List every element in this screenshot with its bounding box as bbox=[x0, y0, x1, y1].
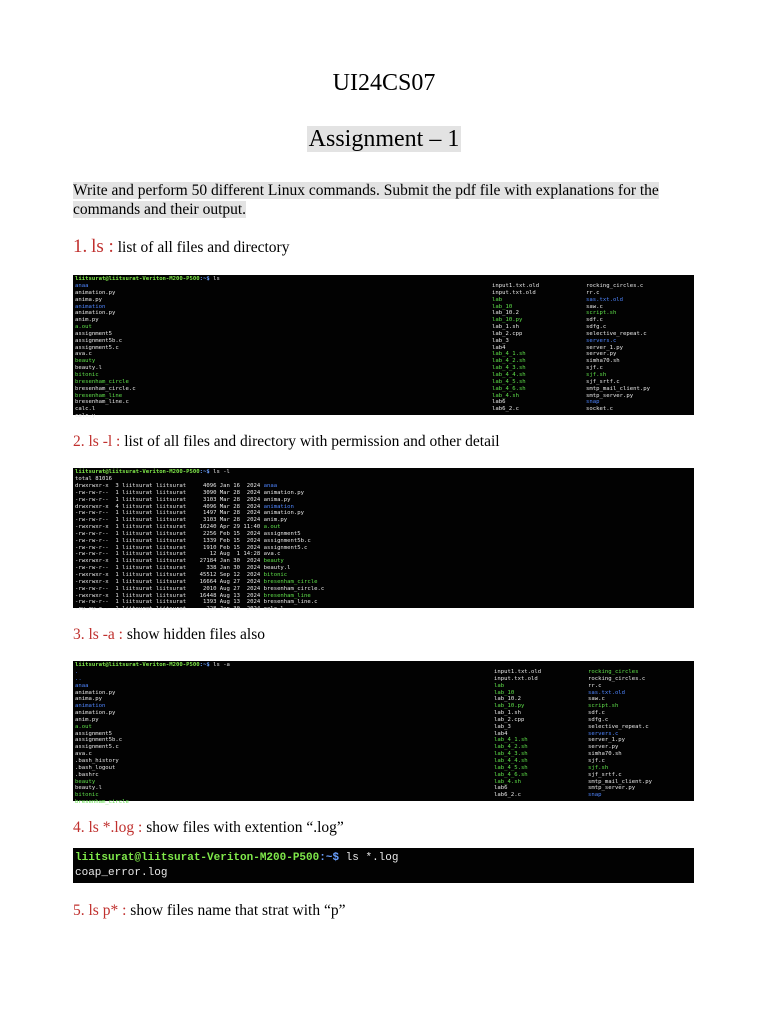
file-entry: sdfg.c bbox=[588, 716, 609, 723]
file-entry: input1.txt.old bbox=[494, 669, 542, 675]
file-entry: lab_10.2 bbox=[492, 310, 519, 317]
file-entry: assignment5.c bbox=[75, 344, 119, 351]
listing-filename: bresenham_line.c bbox=[263, 599, 318, 606]
section-description: list of all files and directory bbox=[113, 239, 290, 256]
file-entry: lab_10.py bbox=[494, 703, 525, 710]
file-entry: lab_4_1.sh bbox=[494, 737, 528, 744]
listing-row bbox=[75, 497, 324, 504]
file-entry: sdf.c bbox=[586, 317, 603, 324]
prompt-command: ls *.log bbox=[339, 852, 399, 864]
file-entry: input1.txt.old bbox=[492, 283, 540, 289]
file-entry: sdfg.c bbox=[586, 324, 607, 331]
terminal-screenshot-ls-l bbox=[73, 468, 694, 613]
file-entry: lab_4_2.sh bbox=[494, 744, 528, 751]
file-entry: bresenham_line.c bbox=[75, 399, 129, 406]
file-column-2 bbox=[492, 283, 539, 413]
section-number: 4. bbox=[73, 819, 85, 836]
file-entry: lab_4.sh bbox=[494, 778, 521, 785]
terminal-screenshot-ls-a bbox=[73, 661, 694, 806]
file-entry: sjf.c bbox=[588, 757, 605, 764]
prompt-user: liitsurat@liitsurat-Veriton-M200-P500 bbox=[75, 469, 200, 475]
file-entry: lab_4_5.sh bbox=[494, 764, 528, 771]
file-entry: .. bbox=[75, 675, 82, 682]
listing-filename: assignment5b.c bbox=[263, 537, 311, 544]
file-entry: lab_4_4.sh bbox=[492, 371, 526, 378]
file-entry: bresenham_circle bbox=[75, 378, 129, 385]
file-entry: sas.txt.old bbox=[588, 689, 626, 696]
file-entry: lab4 bbox=[494, 730, 508, 737]
long-listing bbox=[75, 483, 324, 613]
file-entry: smtp_server.py bbox=[588, 785, 636, 792]
listing-row bbox=[75, 517, 324, 524]
file-entry: simha70.sh bbox=[588, 751, 622, 758]
listing-filename: animation.py bbox=[263, 510, 305, 517]
section-command: ls : bbox=[91, 236, 114, 257]
file-entry: selective_repeat.c bbox=[586, 330, 647, 337]
file-entry: anim.py bbox=[75, 317, 99, 324]
file-entry: bitonic bbox=[75, 371, 99, 378]
file-column-1 bbox=[75, 669, 129, 806]
file-entry: lab_2.cpp bbox=[494, 716, 525, 723]
file-entry: selective_repeat.c bbox=[588, 723, 649, 730]
intro-paragraph bbox=[73, 181, 693, 219]
file-entry: input.txt.old bbox=[494, 675, 538, 682]
file-entry: server_1.py bbox=[586, 344, 624, 351]
file-entry: lab_1.sh bbox=[494, 710, 521, 717]
file-entry: assignment5b.c bbox=[75, 737, 123, 744]
prompt-path: :~$ bbox=[199, 662, 210, 668]
file-entry: calc.l bbox=[75, 406, 96, 413]
listing-filename: assignment5 bbox=[263, 530, 301, 537]
file-column-3 bbox=[588, 669, 652, 799]
section-heading-3 bbox=[73, 626, 265, 644]
listing-filename: bresenham_line bbox=[263, 592, 311, 599]
file-entry: sjf.sh bbox=[588, 764, 609, 771]
file-entry: anaa bbox=[75, 283, 89, 289]
section-heading-4 bbox=[73, 819, 344, 837]
file-entry: anim.py bbox=[75, 716, 99, 723]
file-entry: lab_4_6.sh bbox=[494, 771, 528, 778]
listing-row bbox=[75, 490, 324, 497]
file-entry: sjf_srtf.c bbox=[588, 771, 622, 778]
file-entry: beauty bbox=[75, 778, 96, 785]
file-entry: lab bbox=[492, 296, 503, 303]
listing-row bbox=[75, 606, 324, 613]
listing-row bbox=[75, 504, 324, 511]
listing-filename: anim.py bbox=[263, 517, 288, 524]
ls-total-line: total 81016 bbox=[75, 476, 113, 482]
file-entry: lab_10 bbox=[494, 689, 515, 696]
file-entry: bresenham_circle bbox=[75, 799, 129, 806]
file-entry: ava.c bbox=[75, 351, 92, 358]
file-entry: a.out bbox=[75, 324, 92, 331]
file-entry: lab6_2.c bbox=[492, 406, 519, 413]
file-entry: lab_10.py bbox=[492, 317, 523, 324]
file-entry: lab_4_4.sh bbox=[494, 757, 528, 764]
file-entry: beauty bbox=[75, 358, 96, 365]
listing-meta: -rw-rw-r-- 1 liitsurat liitsurat 3103 Mar 28 2024 bbox=[75, 496, 264, 503]
section-number: 5. bbox=[73, 902, 85, 919]
file-entry: . bbox=[75, 669, 79, 675]
terminal-output: coap_error.log bbox=[75, 867, 168, 879]
listing-row bbox=[75, 593, 324, 600]
listing-filename: animation bbox=[263, 503, 294, 510]
section-command: ls -a : bbox=[88, 626, 123, 643]
file-column-3 bbox=[586, 283, 650, 413]
listing-meta: drwxrwxr-x 4 liitsurat liitsurat 4096 Mar 28 2024 bbox=[75, 503, 264, 510]
file-entry: assignment5 bbox=[75, 730, 113, 737]
listing-row bbox=[75, 572, 324, 579]
listing-filename: calc.l bbox=[263, 606, 284, 613]
listing-row bbox=[75, 538, 324, 545]
file-entry: lab_4_1.sh bbox=[492, 351, 526, 358]
file-entry: sjf_srtf.c bbox=[586, 378, 620, 385]
section-command: ls -l : bbox=[88, 433, 121, 450]
file-entry: bitonic bbox=[75, 792, 99, 799]
listing-meta: drwxrwxr-x 3 liitsurat liitsurat 4096 Jan 16 2024 bbox=[75, 483, 264, 489]
listing-meta: -rw-rw-r-- 1 liitsurat liitsurat 2010 Aug 27 2024 bbox=[75, 585, 264, 592]
terminal-screenshot-ls bbox=[73, 275, 694, 420]
prompt-command: ls -l bbox=[209, 469, 230, 475]
file-entry: simha70.sh bbox=[586, 358, 620, 365]
file-entry: calc.y bbox=[75, 413, 96, 420]
terminal-prompt bbox=[75, 662, 230, 669]
file-entry: snap bbox=[586, 399, 600, 406]
file-entry: lab_4_6.sh bbox=[492, 385, 526, 392]
intro-text: Write and perform 50 different Linux commands. Submit the pdf file with explanations for the commands and their output. bbox=[73, 182, 659, 218]
file-entry: lab_10 bbox=[492, 303, 513, 310]
listing-filename: bresenham_circle.c bbox=[263, 585, 325, 592]
file-entry: lab4 bbox=[492, 344, 506, 351]
file-entry: saw.c bbox=[588, 696, 605, 703]
file-entry: .bash_history bbox=[75, 757, 119, 764]
section-heading-5 bbox=[73, 902, 346, 920]
section-command: ls p* : bbox=[88, 902, 127, 919]
file-entry: lab_4.sh bbox=[492, 392, 519, 399]
file-entry: lab_2.cpp bbox=[492, 330, 523, 337]
section-description: show hidden files also bbox=[122, 626, 266, 643]
section-description: show files with extention “.log” bbox=[142, 819, 344, 836]
terminal-prompt bbox=[75, 851, 398, 865]
section-heading-1 bbox=[73, 236, 289, 258]
file-entry: lab6_2.c bbox=[494, 792, 521, 799]
listing-filename: beauty bbox=[263, 558, 284, 565]
file-entry: sdf.c bbox=[588, 710, 605, 717]
listing-meta: -rw-rw-r-- 1 liitsurat liitsurat 1910 Feb 15 2024 bbox=[75, 544, 264, 551]
section-number: 3. bbox=[73, 626, 85, 643]
listing-filename: assignment5.c bbox=[263, 544, 308, 551]
file-entry: beauty.l bbox=[75, 785, 102, 792]
listing-meta: -rw-rw-r-- 1 liitsurat liitsurat 228 Jan 30 2024 bbox=[75, 606, 264, 613]
file-entry: beauty.l bbox=[75, 365, 102, 372]
listing-meta: -rwxrwxr-x 1 liitsurat liitsurat 45512 Sep 12 2024 bbox=[75, 571, 264, 578]
file-entry: animation bbox=[75, 703, 106, 710]
listing-filename: bitonic bbox=[263, 571, 288, 578]
file-entry: rocking_circles.c bbox=[586, 283, 644, 289]
prompt-user: liitsurat@liitsurat-Veriton-M200-P500 bbox=[75, 276, 200, 282]
section-description: list of all files and directory with permission and other detail bbox=[120, 433, 500, 450]
terminal-prompt bbox=[75, 276, 220, 283]
file-entry: animation.py bbox=[75, 310, 116, 317]
file-column-1 bbox=[75, 283, 136, 420]
file-entry: .bashrc bbox=[75, 771, 99, 778]
prompt-user: liitsurat@liitsurat-Veriton-M200-P500 bbox=[75, 662, 200, 668]
file-entry: lab6 bbox=[494, 785, 508, 792]
prompt-path: :~$ bbox=[199, 276, 210, 282]
file-entry: script.sh bbox=[588, 703, 619, 710]
prompt-user: liitsurat@liitsurat-Veriton-M200-P500 bbox=[75, 852, 320, 864]
listing-filename: a.out bbox=[263, 524, 281, 531]
prompt-path: :~$ bbox=[199, 469, 210, 475]
listing-filename: bresenham_circle bbox=[263, 578, 318, 585]
listing-meta: -rwxrwxr-x 1 liitsurat liitsurat 16240 Apr 29 11:40 bbox=[75, 524, 264, 531]
section-command: ls *.log : bbox=[88, 819, 143, 836]
file-entry: smtp_mail_client.py bbox=[588, 778, 652, 785]
terminal-prompt bbox=[75, 469, 230, 476]
file-entry: .bash_logout bbox=[75, 764, 116, 771]
listing-meta: -rw-rw-r-- 1 liitsurat liitsurat 1393 Aug 13 2024 bbox=[75, 599, 264, 606]
file-entry: lab_4_5.sh bbox=[492, 378, 526, 385]
document-title: UI24CS07 bbox=[332, 70, 436, 96]
document-subtitle bbox=[0, 126, 768, 153]
section-number: 2. bbox=[73, 433, 85, 450]
file-entry: lab6 bbox=[492, 399, 506, 406]
listing-filename: anima.py bbox=[263, 496, 291, 503]
file-entry: bresenham_circle.c bbox=[75, 385, 136, 392]
file-entry: saw.c bbox=[586, 303, 603, 310]
listing-row bbox=[75, 483, 324, 490]
file-entry: rocking_circles.c bbox=[588, 675, 646, 682]
listing-filename: ava.c bbox=[263, 551, 281, 558]
listing-row bbox=[75, 599, 324, 606]
listing-meta: -rwxrwxr-x 1 liitsurat liitsurat 16664 Aug 27 2024 bbox=[75, 578, 264, 585]
file-entry: sas.txt.old bbox=[586, 296, 624, 303]
file-entry: script.sh bbox=[586, 310, 617, 317]
listing-meta: -rw-rw-r-- 1 liitsurat liitsurat 3090 Mar 28 2024 bbox=[75, 489, 264, 496]
file-entry: lab_3 bbox=[494, 723, 511, 730]
listing-row bbox=[75, 565, 324, 572]
file-entry: servers.c bbox=[586, 337, 617, 344]
file-entry: animation.py bbox=[75, 689, 116, 696]
listing-row bbox=[75, 586, 324, 593]
section-description: show files name that strat with “p” bbox=[126, 902, 346, 919]
file-entry: lab_3 bbox=[492, 337, 509, 344]
listing-row bbox=[75, 558, 324, 565]
listing-row bbox=[75, 531, 324, 538]
listing-row bbox=[75, 545, 324, 552]
file-entry: lab_4_3.sh bbox=[494, 751, 528, 758]
file-entry: rr.c bbox=[588, 682, 602, 689]
listing-row bbox=[75, 524, 324, 531]
listing-filename: animation.py bbox=[263, 489, 305, 496]
file-entry: servers.c bbox=[588, 730, 619, 737]
listing-meta: -rwxrwxr-x 1 liitsurat liitsurat 27184 Jan 30 2024 bbox=[75, 558, 264, 565]
section-heading-2 bbox=[73, 433, 500, 451]
file-entry: rr.c bbox=[586, 289, 600, 296]
file-entry: lab_4_3.sh bbox=[492, 365, 526, 372]
section-number: 1. bbox=[73, 236, 88, 257]
file-entry: animation bbox=[75, 303, 106, 310]
file-entry: assignment5b.c bbox=[75, 337, 123, 344]
file-entry: animation.py bbox=[75, 710, 116, 717]
file-column-2 bbox=[494, 669, 541, 799]
file-entry: ava.c bbox=[75, 751, 92, 758]
listing-meta: -rw-rw-r-- 1 liitsurat liitsurat 2256 Feb 15 2024 bbox=[75, 530, 264, 537]
file-entry: server.py bbox=[586, 351, 617, 358]
file-entry: assignment5.c bbox=[75, 744, 119, 751]
prompt-command: ls -a bbox=[209, 662, 230, 668]
file-entry: smtp_server.py bbox=[586, 392, 634, 399]
file-entry: lab bbox=[494, 682, 505, 689]
listing-meta: -rw-rw-r-- 1 liitsurat liitsurat 338 Jan 30 2024 bbox=[75, 565, 264, 572]
subtitle-text: Assignment – 1 bbox=[308, 126, 460, 152]
file-entry: lab_10.2 bbox=[494, 696, 521, 703]
file-entry: socket.c bbox=[586, 406, 613, 413]
file-entry: input.txt.old bbox=[492, 289, 536, 296]
listing-row bbox=[75, 579, 324, 586]
prompt-path: :~$ bbox=[319, 852, 340, 864]
listing-row bbox=[75, 551, 324, 558]
file-entry: server.py bbox=[588, 744, 619, 751]
listing-meta: -rw-rw-r-- 1 liitsurat liitsurat 12 Aug 1 14:28 bbox=[75, 551, 264, 558]
file-entry: server_1.py bbox=[588, 737, 626, 744]
listing-meta: -rw-rw-r-- 1 liitsurat liitsurat 3103 Mar 28 2024 bbox=[75, 517, 264, 524]
file-entry: assignment5 bbox=[75, 330, 113, 337]
listing-filename: beauty.l bbox=[263, 565, 291, 572]
file-entry: snap bbox=[588, 792, 602, 799]
file-entry: sjf.c bbox=[586, 365, 603, 372]
file-entry: a.out bbox=[75, 723, 92, 730]
file-entry: sjf.sh bbox=[586, 371, 607, 378]
prompt-command: ls bbox=[209, 276, 220, 282]
file-entry: anima.py bbox=[75, 696, 102, 703]
listing-filename: anaa bbox=[263, 483, 278, 489]
listing-meta: -rw-rw-r-- 1 liitsurat liitsurat 1339 Feb 15 2024 bbox=[75, 537, 264, 544]
file-entry: lab_1.sh bbox=[492, 324, 519, 331]
listing-meta: -rw-rw-r-- 1 liitsurat liitsurat 1497 Mar 28 2024 bbox=[75, 510, 264, 517]
file-entry: anima.py bbox=[75, 296, 102, 303]
terminal-screenshot-ls-log bbox=[73, 848, 694, 883]
file-entry: smtp_mail_client.py bbox=[586, 385, 650, 392]
file-entry: bresenham_line bbox=[75, 392, 123, 399]
listing-meta: -rwxrwxr-x 1 liitsurat liitsurat 16448 Aug 13 2024 bbox=[75, 592, 264, 599]
file-entry: lab_4_2.sh bbox=[492, 358, 526, 365]
file-entry: anaa bbox=[75, 682, 89, 689]
file-entry: animation.py bbox=[75, 289, 116, 296]
listing-row bbox=[75, 510, 324, 517]
file-entry: rocking_circles bbox=[588, 669, 639, 675]
